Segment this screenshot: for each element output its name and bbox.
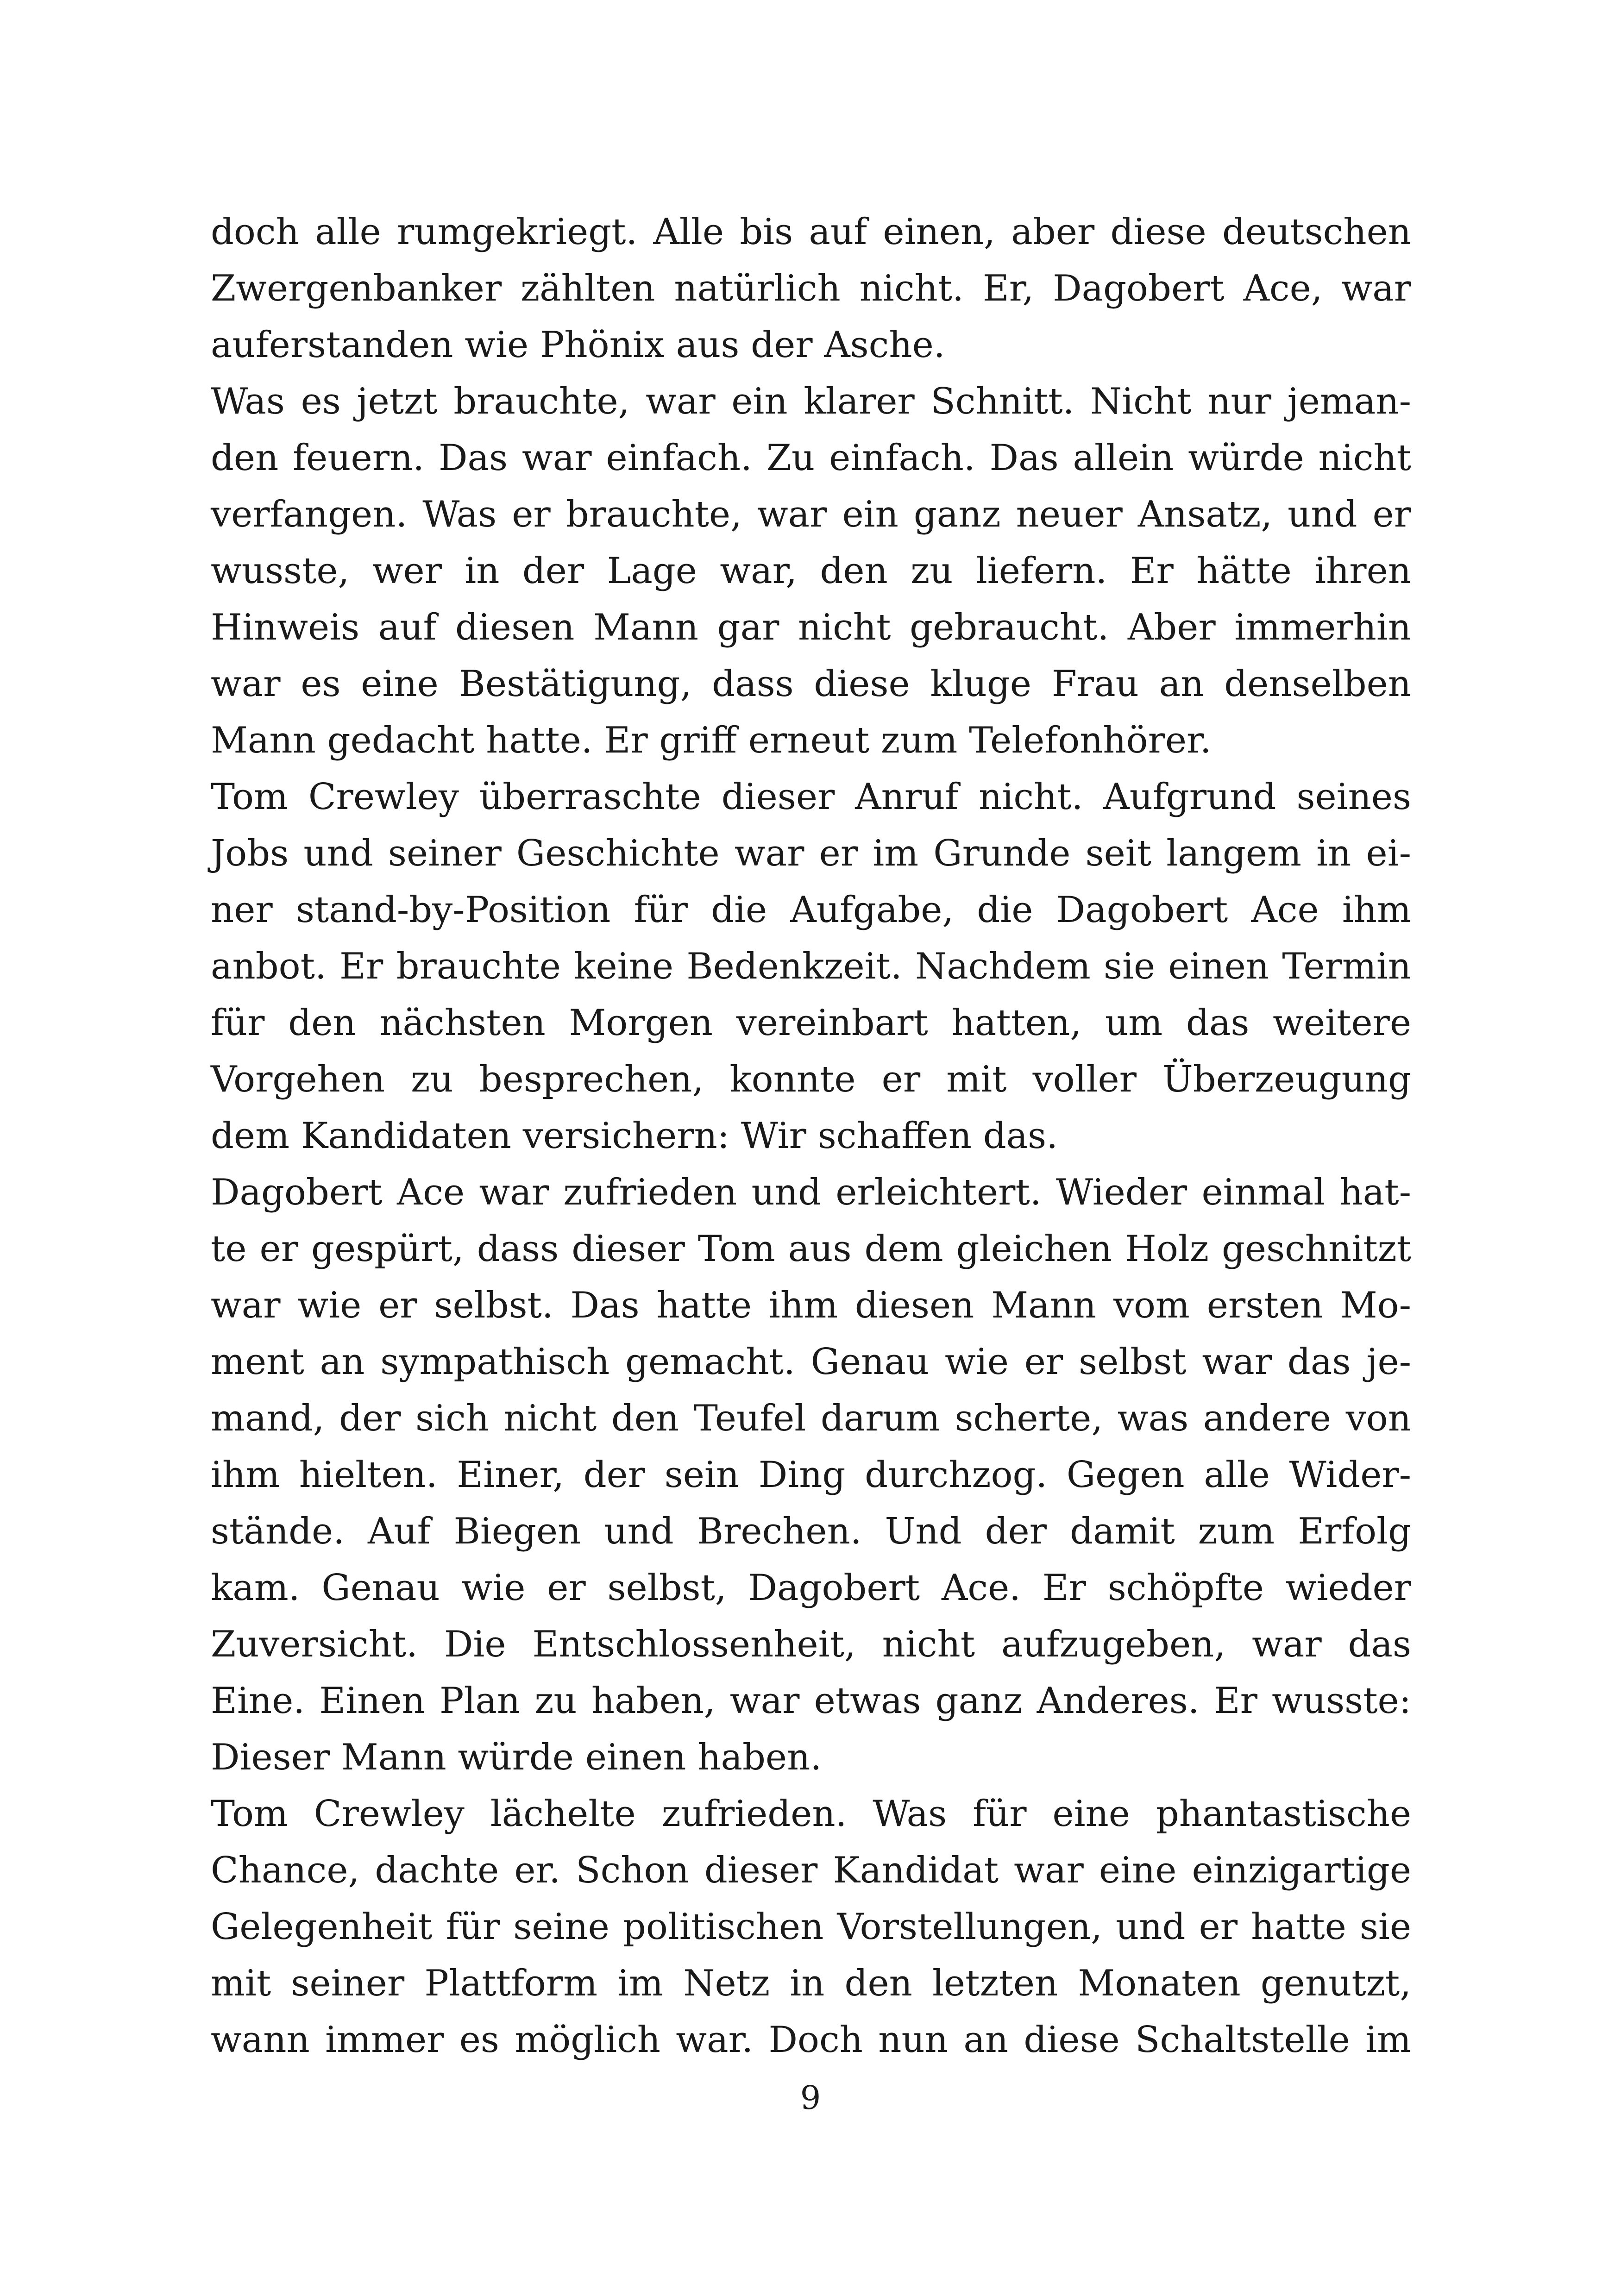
text-line: wusste, wer in der Lage war, den zu liefern. Er hätte ihren: [211, 550, 1411, 592]
text-line: Tom Crewley überraschte dieser Anruf nicht. Aufgrund seines: [211, 776, 1411, 818]
text-line: Mann gedacht hatte. Er griff erneut zum Telefonhörer.: [211, 720, 1212, 761]
body-text: [211, 204, 1411, 2068]
text-line: Was es jetzt brauchte, war ein klarer Schnitt. Nicht nur jeman-: [211, 381, 1411, 422]
text-line: ihm hielten. Einer, der sein Ding durchzog. Gegen alle Wider-: [211, 1454, 1411, 1496]
text-line: mit seiner Plattform im Netz in den letzten Monaten genutzt,: [211, 1963, 1411, 2004]
text-line: te er gespürt, dass dieser Tom aus dem gleichen Holz geschnitzt: [211, 1228, 1411, 1270]
text-line: Tom Crewley lächelte zufrieden. Was für eine phantastische: [211, 1793, 1411, 1835]
text-line: auferstanden wie Phönix aus der Asche.: [211, 324, 945, 366]
page-number: 9: [800, 2079, 821, 2117]
text-line: Gelegenheit für seine politischen Vorstellungen, und er hatte sie: [211, 1906, 1411, 1948]
text-line: stände. Auf Biegen und Brechen. Und der damit zum Erfolg: [211, 1511, 1411, 1552]
text-line: wann immer es möglich war. Doch nun an diese Schaltstelle im: [211, 2019, 1411, 2061]
text-line: Eine. Einen Plan zu haben, war etwas ganz Anderes. Er wusste:: [211, 1680, 1411, 1722]
text-line: für den nächsten Morgen vereinbart hatten, um das weitere: [211, 1002, 1411, 1044]
text-line: Zwergenbanker zählten natürlich nicht. Er, Dagobert Ace, war: [211, 268, 1411, 309]
text-line: dem Kandidaten versichern: Wir schaffen das.: [211, 1115, 1058, 1157]
text-line: Dieser Mann würde einen haben.: [211, 1737, 822, 1778]
text-line: ner stand-by-Position für die Aufgabe, die Dagobert Ace ihm: [211, 889, 1411, 931]
text-line: ment an sympathisch gemacht. Genau wie er selbst war das je-: [211, 1341, 1411, 1383]
text-line: den feuern. Das war einfach. Zu einfach. Das allein würde nicht: [211, 437, 1411, 479]
text-line: kam. Genau wie er selbst, Dagobert Ace. Er schöpfte wieder: [211, 1567, 1411, 1609]
text-line: war es eine Bestätigung, dass diese kluge Frau an denselben: [211, 663, 1411, 705]
text-line: anbot. Er brauchte keine Bedenkzeit. Nachdem sie einen Termin: [211, 946, 1411, 987]
text-line: verfangen. Was er brauchte, war ein ganz neuer Ansatz, und er: [211, 494, 1411, 535]
text-line: Vorgehen zu besprechen, konnte er mit voller Überzeugung: [211, 1059, 1411, 1100]
text-line: doch alle rumgekriegt. Alle bis auf einen, aber diese deutschen: [211, 211, 1411, 253]
text-line: mand, der sich nicht den Teufel darum scherte, was andere von: [211, 1398, 1411, 1439]
text-line: Dagobert Ace war zufrieden und erleichtert. Wieder einmal hat-: [211, 1172, 1411, 1213]
text-line: war wie er selbst. Das hatte ihm diesen Mann vom ersten Mo-: [211, 1285, 1411, 1326]
text-line: Zuversicht. Die Entschlossenheit, nicht aufzugeben, war das: [211, 1624, 1411, 1665]
text-line: Jobs und seiner Geschichte war er im Grunde seit langem in ei-: [211, 833, 1411, 874]
text-line: Hinweis auf diesen Mann gar nicht gebraucht. Aber immerhin: [211, 607, 1411, 648]
text-line: Chance, dachte er. Schon dieser Kandidat war eine einzigartige: [211, 1850, 1411, 1891]
